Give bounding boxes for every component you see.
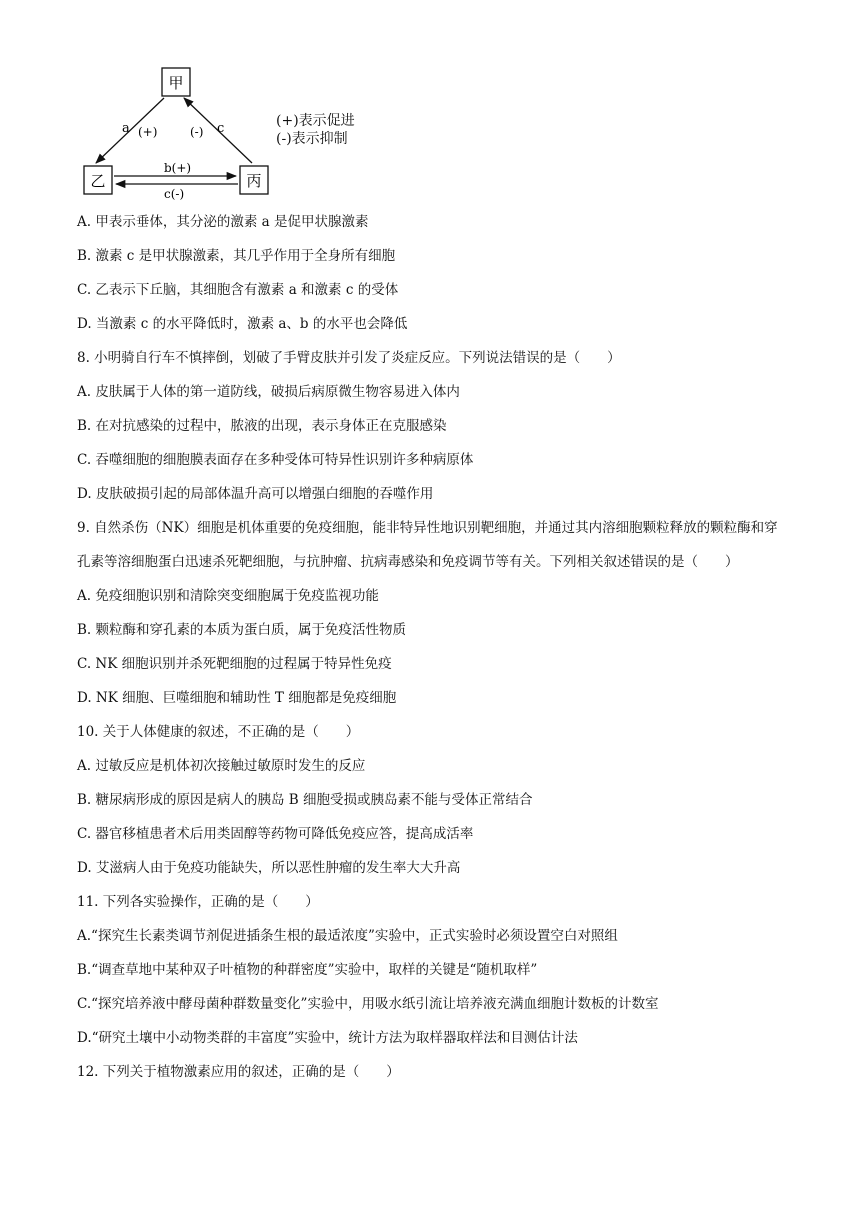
label-b: b(+) (164, 161, 192, 175)
legend-minus: (-)表示抑制 (276, 131, 348, 147)
q10-stem: 10. 关于人体健康的叙述，不正确的是（ ） (77, 724, 360, 740)
q10-option-d: D. 艾滋病人由于免疫功能缺失，所以恶性肿瘤的发生率大大升高 (77, 860, 461, 876)
question-12 (77, 1055, 787, 1089)
q8-option-d: D. 皮肤破损引起的局部体温升高可以增强白细胞的吞噬作用 (77, 486, 434, 502)
q7-option-c: C. 乙表示下丘脑，其细胞含有激素 a 和激素 c 的受体 (77, 282, 399, 298)
question-content (77, 205, 787, 1089)
q11-option-d: D.“研究土壤中小动物类群的丰富度”实验中，统计方法为取样器取样法和目测估计法 (77, 1030, 578, 1046)
label-c: c (217, 121, 225, 136)
question-10 (77, 715, 787, 885)
q9-option-b: B. 颗粒酶和穿孔素的本质为蛋白质，属于免疫活性物质 (77, 622, 407, 638)
q11-option-c: C.“探究培养液中酵母菌种群数量变化”实验中，用吸水纸引流让培养液充满血细胞计数板的计数室 (77, 996, 659, 1012)
q9-stem: 9. 自然杀伤（NK）细胞是机体重要的免疫细胞，能非特异性地识别靶细胞，并通过其内溶细胞颗粒释放的颗粒酶和穿孔素等溶细胞蛋白迅速杀死靶细胞，与抗肿瘤、抗病毒感染和免疫调节等有关。下列相关叙述错误的是（ ） (77, 520, 778, 570)
q8-stem: 8. 小明骑自行车不慎摔倒，划破了手臂皮肤并引发了炎症反应。下列说法错误的是（ ） (77, 350, 621, 366)
q8-option-b: B. 在对抗感染的过程中，脓液的出现，表示身体正在克服感染 (77, 418, 447, 434)
q9-option-c: C. NK 细胞识别并杀死靶细胞的过程属于特异性免疫 (77, 656, 392, 672)
label-c-sign: (-) (190, 125, 204, 139)
node-left: 乙 (90, 172, 106, 190)
q11-option-a: A.“探究生长素类调节剂促进插条生根的最适浓度”实验中，正式实验时必须设置空白对照组 (77, 928, 618, 944)
question-7-options (77, 205, 787, 341)
q12-stem: 12. 下列关于植物激素应用的叙述，正确的是（ ） (77, 1064, 400, 1080)
question-11 (77, 885, 787, 1055)
q11-stem: 11. 下列各实验操作，正确的是（ ） (77, 894, 319, 910)
q7-option-a: A. 甲表示垂体，其分泌的激素 a 是促甲状腺激素 (77, 214, 369, 230)
question-9 (77, 511, 787, 715)
q7-option-d: D. 当激素 c 的水平降低时，激素 a、b 的水平也会降低 (77, 316, 408, 332)
node-top: 甲 (168, 74, 184, 92)
label-a: a (122, 121, 130, 136)
q8-option-a: A. 皮肤属于人体的第一道防线，破损后病原微生物容易进入体内 (77, 384, 460, 400)
diagram-legend (276, 112, 355, 148)
q8-option-c: C. 吞噬细胞的细胞膜表面存在多种受体可特异性识别许多种病原体 (77, 452, 474, 468)
legend-plus: (+)表示促进 (276, 113, 355, 129)
hormone-regulation-diagram (78, 62, 378, 202)
node-right: 丙 (246, 172, 262, 190)
question-8 (77, 341, 787, 511)
q10-option-a: A. 过敏反应是机体初次接触过敏原时发生的反应 (77, 758, 366, 774)
q9-option-a: A. 免疫细胞识别和清除突变细胞属于免疫监视功能 (77, 588, 379, 604)
label-c-bottom: c(-) (164, 187, 185, 201)
label-a-sign: (+) (138, 125, 158, 139)
q11-option-b: B.“调查草地中某种双子叶植物的种群密度”实验中，取样的关键是“随机取样” (77, 962, 538, 978)
q10-option-b: B. 糖尿病形成的原因是病人的胰岛 B 细胞受损或胰岛素不能与受体正常结合 (77, 792, 533, 808)
q10-option-c: C. 器官移植患者术后用类固醇等药物可降低免疫应答，提高成活率 (77, 826, 474, 842)
q7-option-b: B. 激素 c 是甲状腺激素，其几乎作用于全身所有细胞 (77, 248, 396, 264)
q9-option-d: D. NK 细胞、巨噬细胞和辅助性 T 细胞都是免疫细胞 (77, 690, 397, 706)
